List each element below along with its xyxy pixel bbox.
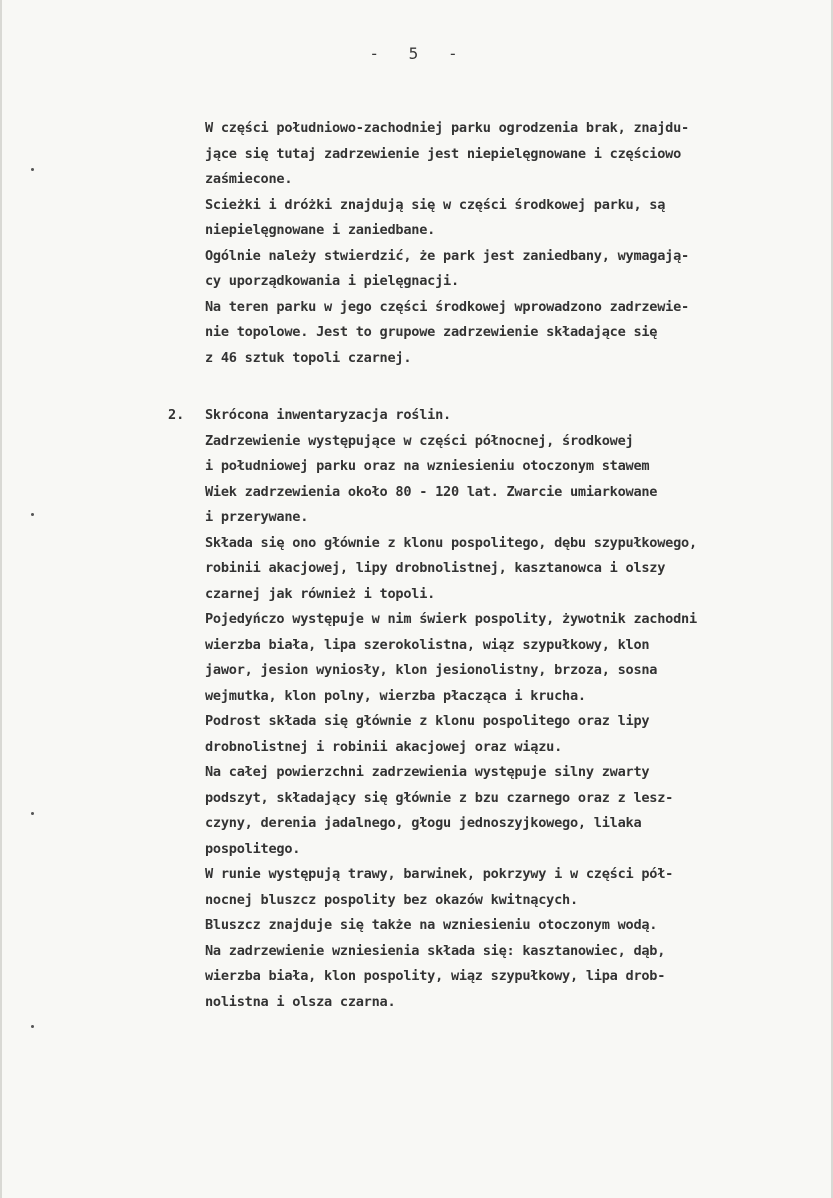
text-line: z 46 sztuk topoli czarnej. bbox=[205, 349, 412, 366]
text-line: i południowej parku oraz na wzniesieniu otoczonym stawem bbox=[205, 458, 650, 474]
margin-dot bbox=[31, 812, 34, 815]
text-line: robinii akacjowej, lipy drobnolistnej, kasztanowca i olszy bbox=[205, 560, 666, 576]
section-plant-inventory bbox=[205, 403, 829, 1015]
text-line: Składa się ono głównie z klonu pospolitego, dębu szypułkowego, bbox=[205, 534, 697, 551]
text-line: nocnej bluszcz pospolity bez okazów kwitnących. bbox=[205, 891, 578, 908]
text-line: pospolitego. bbox=[205, 840, 301, 857]
text-line: i przerywane. bbox=[205, 509, 309, 525]
text-line: Na zadrzewienie wzniesienia składa się: kasztanowiec, dąb, bbox=[205, 942, 666, 959]
text-line: jawor, jesion wyniosły, klon jesionolistny, brzoza, sosna bbox=[205, 662, 658, 678]
text-line: Podrost składa się głównie z klonu pospolitego oraz lipy bbox=[205, 713, 650, 729]
text-line: wierzba biała, lipa szerokolistna, wiąz szypułkowy, klon bbox=[205, 636, 650, 653]
text-line: zaśmiecone. bbox=[205, 171, 293, 187]
text-line: wierzba biała, klon pospolity, wiąz szypułkowy, lipa drob- bbox=[205, 968, 666, 984]
text-line: Scieżki i dróżki znajdują się w części środkowej parku, są bbox=[205, 196, 666, 213]
text-line: wejmutka, klon polny, wierzba płacząca i krucha. bbox=[205, 687, 586, 704]
margin-dot bbox=[31, 1025, 34, 1028]
text-line: drobnolistnej i robinii akacjowej oraz wiązu. bbox=[205, 738, 563, 755]
text-line: cy uporządkowania i pielęgnacji. bbox=[205, 273, 459, 289]
text-line: Pojedyńczo występuje w nim świerk pospolity, żywotnik zachodni bbox=[205, 611, 697, 627]
text-line: czarnej jak również i topoli. bbox=[205, 585, 436, 602]
text-line: nolistna i olsza czarna. bbox=[205, 993, 396, 1010]
text-line: podszyt, składający się głównie z bzu czarnego oraz z lesz- bbox=[205, 789, 674, 806]
text-line: jące się tutaj zadrzewienie jest niepielęgnowane i częściowo bbox=[205, 145, 682, 162]
page-number: - 5 - bbox=[369, 44, 468, 63]
text-line: niepielęgnowane i zaniedbane. bbox=[205, 222, 436, 238]
text-line: Na teren parku w jego części środkowej wprowadzono zadrzewie- bbox=[205, 298, 689, 315]
text-line: W runie występują trawy, barwinek, pokrzywy i w części pół- bbox=[205, 866, 674, 882]
text-line: nie topolowe. Jest to grupowe zadrzewienie składające się bbox=[205, 324, 658, 340]
text-line: Wiek zadrzewienia około 80 - 120 lat. Zwarcie umiarkowane bbox=[205, 483, 658, 500]
section-heading: Skrócona inwentaryzacja roślin. bbox=[205, 407, 451, 423]
text-line: W części południowo-zachodniej parku ogrodzenia brak, znajdu- bbox=[205, 120, 689, 136]
text-line: Na całej powierzchni zadrzewienia występuje silny zwarty bbox=[205, 764, 650, 780]
paragraph-park-condition bbox=[205, 116, 829, 371]
text-line: Zadrzewienie występujące w części północnej, środkowej bbox=[205, 432, 634, 449]
text-line: Ogólnie należy stwierdzić, że park jest zaniedbany, wymagają- bbox=[205, 247, 689, 264]
text-line: Bluszcz znajduje się także na wzniesieniu otoczonym wodą. bbox=[205, 917, 658, 933]
margin-dot bbox=[31, 513, 34, 516]
text-line: czyny, derenia jadalnego, głogu jednoszyjkowego, lilaka bbox=[205, 815, 642, 831]
section-number: 2. bbox=[168, 407, 185, 423]
margin-dot bbox=[31, 168, 34, 171]
